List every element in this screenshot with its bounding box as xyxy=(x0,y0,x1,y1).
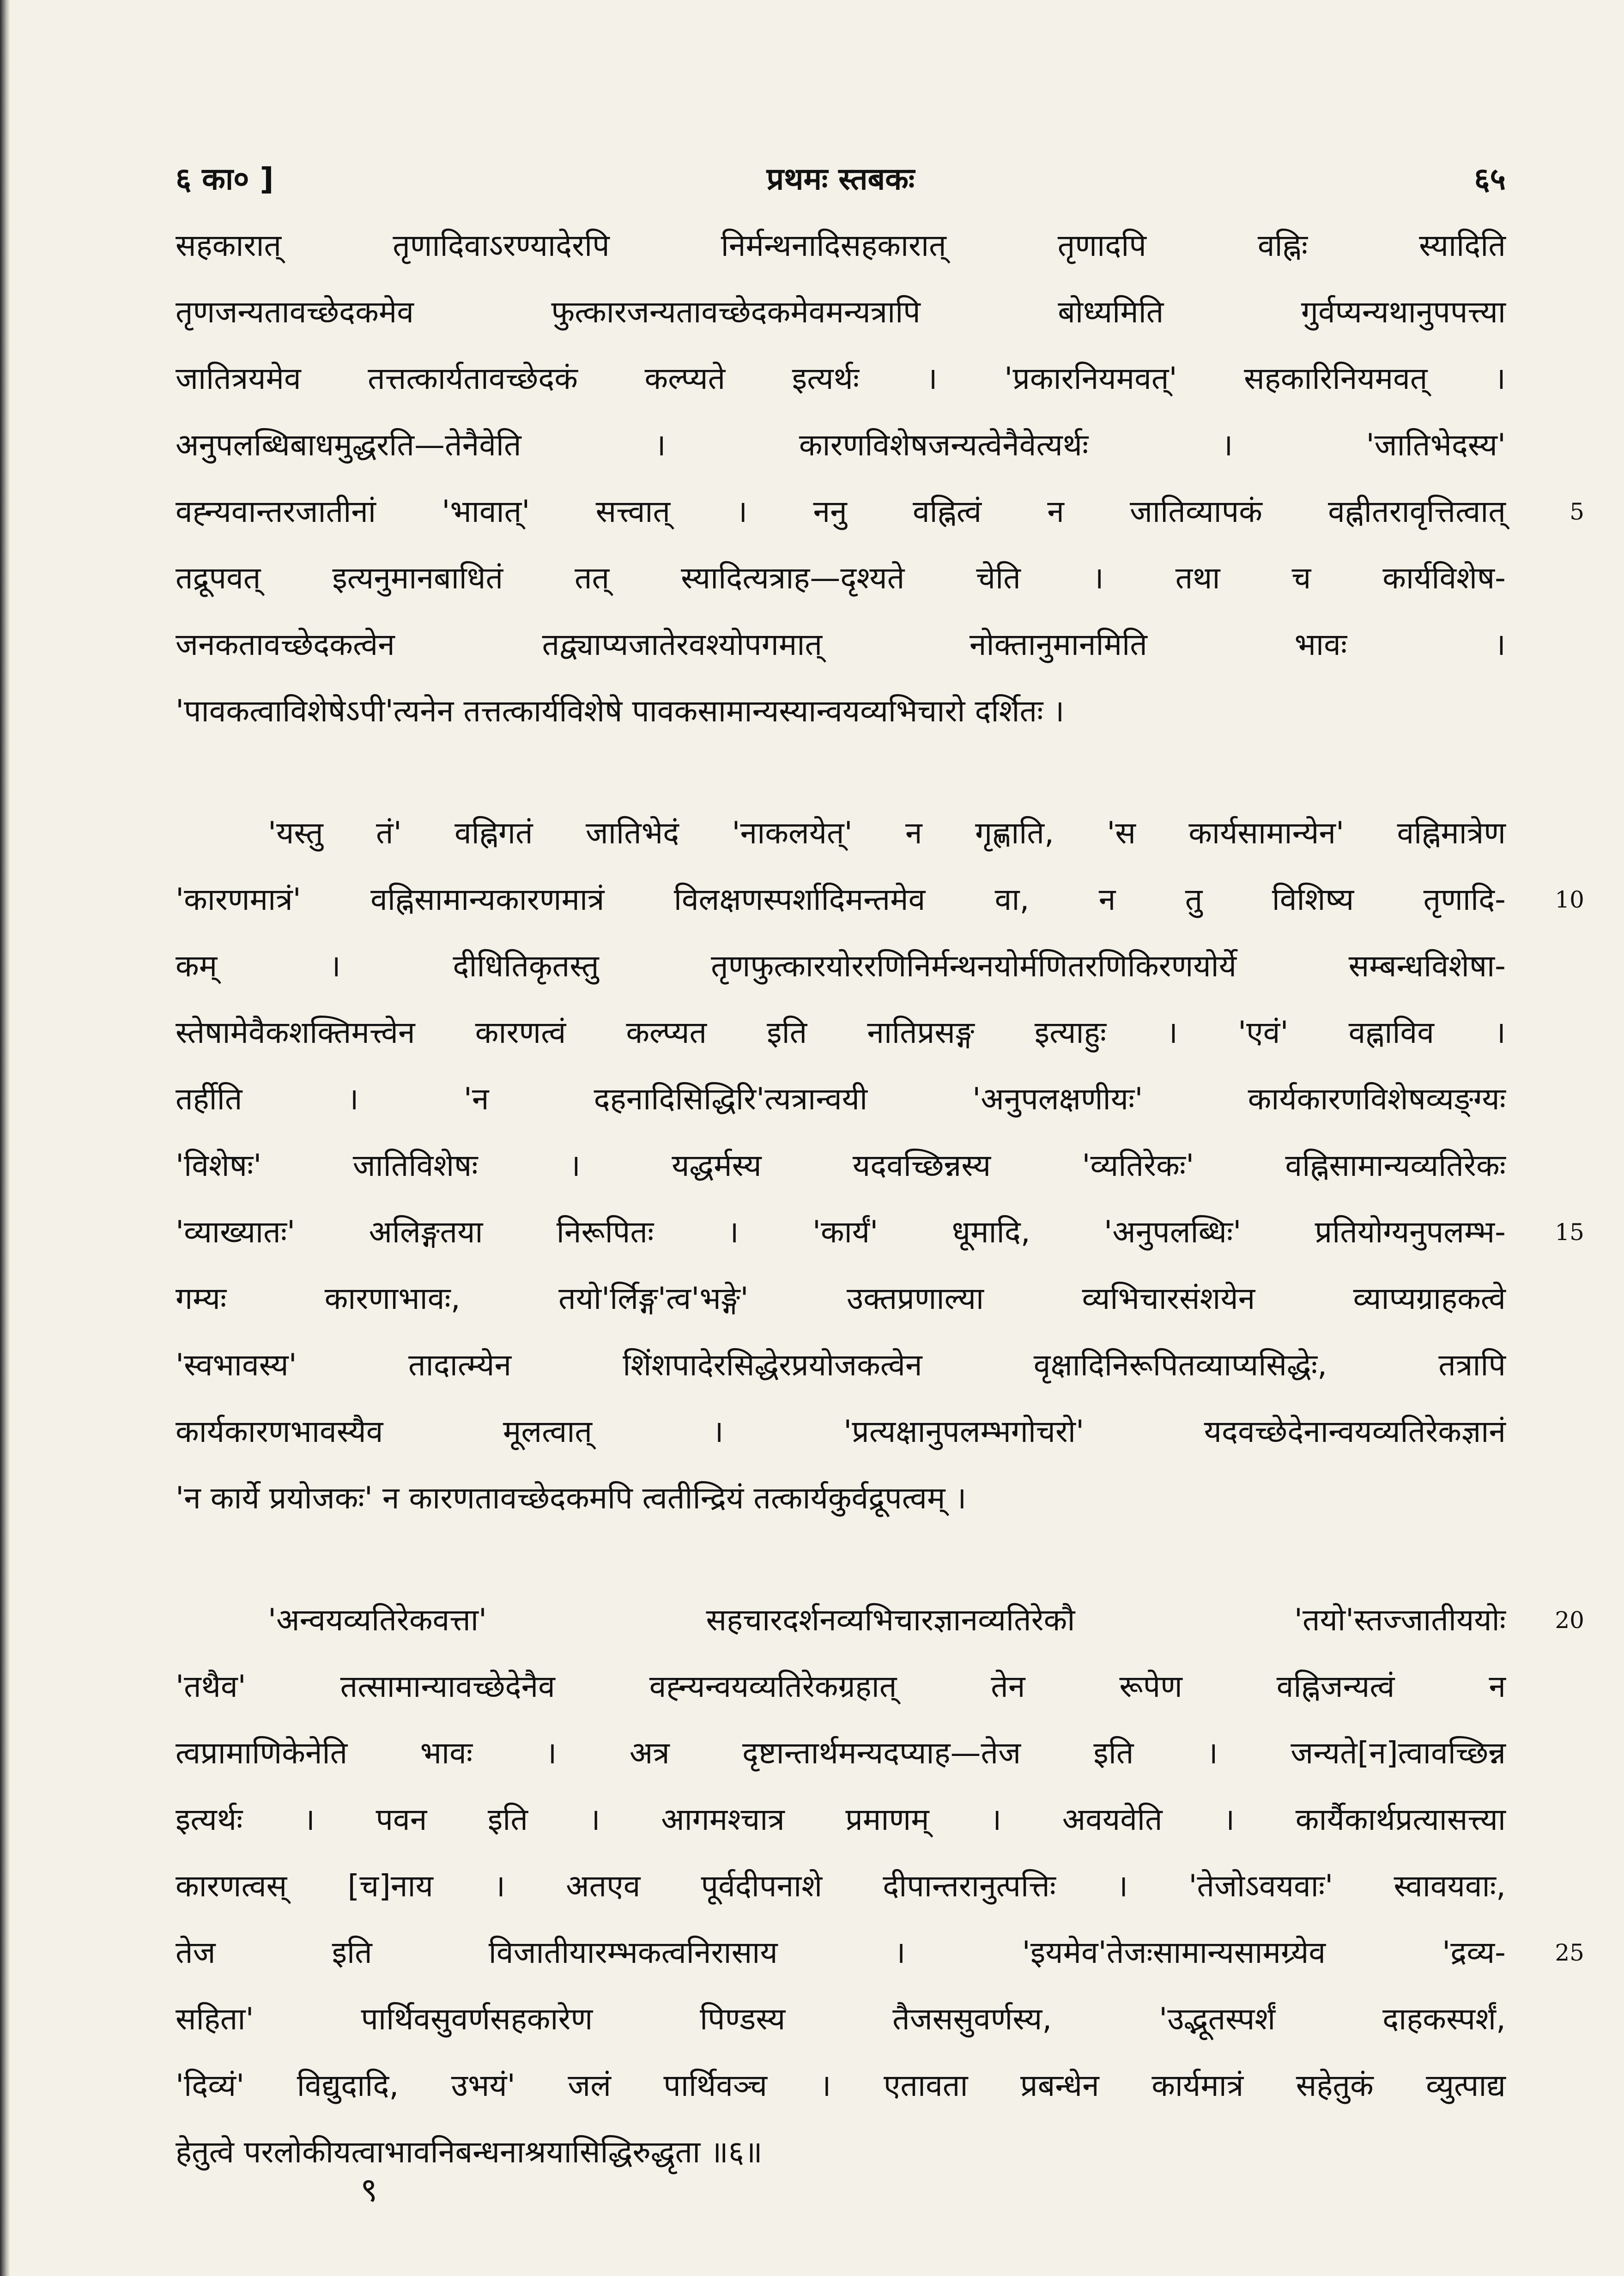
text-line xyxy=(176,2052,1506,2119)
line-text: 'यस्तु तं' वह्निगतं जातिभेदं 'नाकलयेत्' न गृह्णाति, 'स कार्यसामान्येन' वह्निमात्रेण xyxy=(268,815,1506,851)
line-text: तर्हीति । 'न दहनादिसिद्धिरि'त्यत्रान्वयी 'अनुपलक्षणीयः' कार्यकारणविशेषव्यङ्ग्यः xyxy=(176,1081,1506,1117)
line-number: 15 xyxy=(1555,1219,1584,1246)
line-text: अनुपलब्धिबाधमुद्धरति—तेनैवेति । कारणविशेषजन्यत्वेनैवेत्यर्थः । 'जातिभेदस्य' xyxy=(176,427,1506,463)
line-number: 10 xyxy=(1555,886,1584,913)
line-text: जातित्रयमेव तत्तत्कार्यतावच्छेदकं कल्प्यते इत्यर्थः । 'प्रकारनियमवत्' सहकारिनियमवत् । xyxy=(176,361,1506,396)
document-page xyxy=(176,157,1584,2185)
text-line xyxy=(176,933,1506,999)
text-line xyxy=(176,1398,1506,1465)
line-text: स्तेषामेवैकशक्तिमत्त्वेन कारणत्वं कल्प्यत इति नातिप्रसङ्ग इत्याहुः । 'एवं' वह्नाविव । xyxy=(176,1015,1506,1050)
text-line xyxy=(176,1265,1506,1332)
line-text: 'व्याख्यातः' अलिङ्गतया निरूपितः । 'कार्यं' धूमादि, 'अनुपलब्धिः' प्रतियोग्यनुपलम्भ- xyxy=(176,1214,1506,1250)
line-text: 'कारणमात्रं' वह्निसामान्यकारणमात्रं विलक्षणस्पर्शादिमन्तमेव वा, न तु विशिष्य तृणादि- xyxy=(176,882,1506,917)
text-line xyxy=(176,1587,1584,1653)
text-line xyxy=(176,412,1506,478)
text-line xyxy=(176,212,1506,279)
line-number: 5 xyxy=(1569,498,1584,525)
line-text: कम् । दीधितिकृतस्तु तृणफुत्कारयोररणिनिर्मन्थनयोर्मणितरणिकिरणयोर्ये सम्बन्धविशेषा- xyxy=(176,948,1506,984)
page-header xyxy=(176,157,1506,212)
text-line xyxy=(176,800,1506,866)
line-text: 'अन्वयव्यतिरेकवत्ता' सहचारदर्शनव्यभिचारज्ञानव्यतिरेकौ 'तयो'स्तज्जातीययोः xyxy=(268,1602,1506,1638)
text-line xyxy=(176,1199,1584,1265)
line-text: तद्रूपवत् इत्यनुमानबाधितं तत् स्यादित्यत्राह—दृश्यते चेति । तथा च कार्यविशेष- xyxy=(176,560,1506,596)
text-line xyxy=(176,478,1584,545)
header-section-ref: ६ का० ] xyxy=(176,161,274,197)
line-text: गम्यः कारणाभावः, तयो'र्लिङ्ग'त्व'भङ्गे' उक्तप्रणाल्या व्यभिचारसंशयेन व्याप्यग्राहकत्वे xyxy=(176,1281,1506,1316)
text-line xyxy=(176,1720,1506,1786)
line-text: त्वप्रामाणिकेनेति भावः । अत्र दृष्टान्तार्थमन्यदप्याह—तेज इति । जन्यते[न]त्वावच्छिन्न xyxy=(176,1735,1506,1771)
line-text: कार्यकारणभावस्यैव मूलत्वात् । 'प्रत्यक्षानुपलम्भगोचरो' यदवच्छेदेनान्वयव्यतिरेकज्ञानं xyxy=(176,1414,1506,1449)
line-text: तेज इति विजातीयारम्भकत्वनिरासाय । 'इयमेव'तेजःसामान्यसामग्र्येव 'द्रव्य- xyxy=(176,1935,1506,1970)
line-number: 20 xyxy=(1555,1607,1584,1634)
line-text: 'न कार्ये प्रयोजकः' न कारणतावच्छेदकमपि त्वतीन्द्रियं तत्कार्यकुर्वद्रूपत्वम् । xyxy=(176,1480,967,1516)
text-line xyxy=(176,1653,1506,1720)
text-line xyxy=(176,545,1506,611)
line-text: 'विशेषः' जातिविशेषः । यद्धर्मस्य यदवच्छिन्नस्य 'व्यतिरेकः' वह्निसामान्यव्यतिरेकः xyxy=(176,1148,1506,1183)
text-line xyxy=(176,345,1506,412)
line-text: सहकारात् तृणादिवाऽरण्यादेरपि निर्मन्थनादिसहकारात् तृणादपि वह्निः स्यादिति xyxy=(176,228,1506,263)
text-line xyxy=(176,1919,1584,1986)
line-text: 'तथैव' तत्सामान्यावच्छेदेनैव वह्न्यन्वयव्यतिरेकग्रहात् तेन रूपेण वह्निजन्यत्वं न xyxy=(176,1669,1506,1704)
signature-mark: ९ xyxy=(360,2170,378,2209)
text-line xyxy=(176,1853,1506,1919)
text-line xyxy=(176,1986,1506,2052)
line-text: वह्न्यवान्तरजातीनां 'भावात्' सत्त्वात् । ननु वह्नित्वं न जातिव्यापकं वह्नीतरावृत्तित्वात् xyxy=(176,494,1506,529)
text-line xyxy=(176,1132,1506,1199)
text-line xyxy=(176,866,1584,933)
page-binding-edge xyxy=(0,0,10,2276)
line-text: सहिता' पार्थिवसुवर्णसहकारेण पिण्डस्य तैजससुवर्णस्य, 'उद्भूतस्पर्शं दाहकस्पर्शं, xyxy=(176,2001,1506,2037)
line-text: जनकतावच्छेदकत्वेन तद्व्याप्यजातेरवश्योपगमात् नोक्तानुमानमिति भावः । xyxy=(176,627,1506,662)
line-text: 'पावकत्वाविशेषेऽपी'त्यनेन तत्तत्कार्यविशेषे पावकसामान्यस्यान्वयव्यभिचारो दर्शितः । xyxy=(176,693,1065,729)
line-text: इत्यर्थः । पवन इति । आगमश्चात्र प्रमाणम् । अवयवेति । कार्यैकार्थप्रत्यासत्त्या xyxy=(176,1802,1506,1837)
text-line xyxy=(176,1786,1506,1853)
header-chapter-title: प्रथमः स्तबकः xyxy=(766,161,915,197)
text-line xyxy=(176,1332,1506,1398)
text-line xyxy=(176,279,1506,345)
page-number: ६५ xyxy=(1474,161,1506,197)
text-line xyxy=(176,1066,1506,1132)
text-line xyxy=(176,1465,1506,1531)
text-line xyxy=(176,678,1506,745)
body-text xyxy=(176,212,1584,2185)
text-line xyxy=(176,611,1506,678)
line-text: 'स्वभावस्य' तादात्म्येन शिंशपादेरसिद्धेरप्रयोजकत्वेन वृक्षादिनिरूपितव्याप्यसिद्धेः, तत्रापि xyxy=(176,1347,1506,1383)
line-text: कारणत्वस् [च]नाय । अतएव पूर्वदीपनाशे दीपान्तरानुत्पत्तिः । 'तेजोऽवयवाः' स्वावयवाः, xyxy=(176,1868,1506,1904)
line-text: हेतुत्वे परलोकीयत्वाभावनिबन्धनाश्रयासिद्धिरुद्धृता ॥६॥ xyxy=(176,2134,763,2170)
line-text: 'दिव्यं' विद्युदादि, उभयं' जलं पार्थिवञ्च । एतावता प्रबन्धेन कार्यमात्रं सहेतुकं व्युत्पाद्य xyxy=(176,2068,1506,2103)
text-line xyxy=(176,999,1506,1066)
line-number: 25 xyxy=(1555,1939,1584,1966)
line-text: तृणजन्यतावच्छेदकमेव फुत्कारजन्यतावच्छेदकमेवमन्यत्रापि बोध्यमिति गुर्वप्यन्यथानुपपत्त्या xyxy=(176,294,1506,330)
